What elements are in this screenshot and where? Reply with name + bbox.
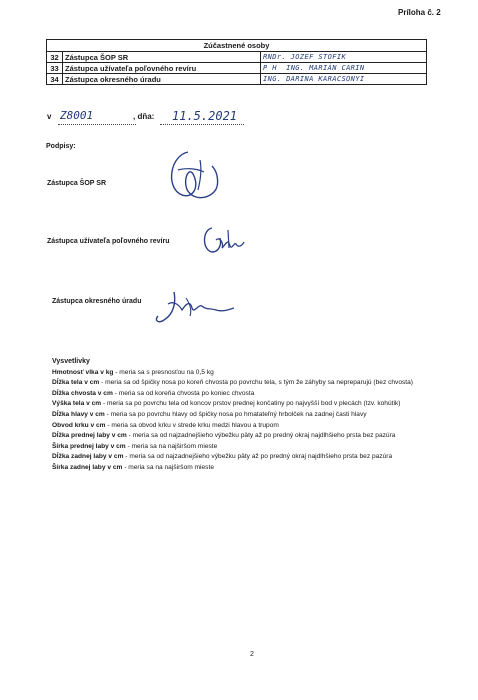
row-label: Zástupca ŠOP SR	[63, 52, 261, 63]
note-item	[52, 368, 462, 379]
place-value: Z8001	[60, 109, 94, 122]
table-row	[47, 52, 427, 63]
page-number: 2	[250, 651, 254, 658]
note-term: Hmotnosť vlka v kg	[52, 368, 114, 376]
attendees-table	[46, 39, 427, 85]
row-value: ING. DARINA KARACSONYI	[261, 74, 427, 85]
note-text: - meria sa s presnosťou na 0,5 kg	[113, 368, 214, 376]
attendees-header: Zúčastnené osoby	[47, 40, 427, 52]
note-text: - meria sa po povrchu hlavy od špičky nosa po hmatateľný hrbolček na zadnej časti hlavy	[104, 410, 367, 418]
note-term: Výška tela v cm	[52, 400, 102, 408]
note-item	[52, 452, 462, 463]
note-item	[52, 463, 462, 474]
user-signature	[198, 224, 254, 256]
note-term: Dĺžka prednej laby v cm	[52, 432, 127, 440]
row-label: Zástupca okresného úradu	[63, 74, 261, 85]
note-term: Obvod krku v cm	[52, 421, 106, 429]
note-item	[52, 410, 462, 421]
note-item	[52, 421, 462, 432]
note-term: Dĺžka zadnej laby v cm	[52, 453, 124, 461]
note-text: - meria sa od najzadnejšieho výbežku päty až po predný okraj najdlhšieho prsta bez pazúra	[123, 453, 393, 461]
note-text: - meria sa na najširšom mieste	[125, 442, 218, 450]
place-underline	[58, 124, 136, 125]
note-item	[52, 399, 462, 410]
note-text: - meria sa od koreňa chvosta po koniec chvosta	[112, 389, 255, 397]
note-item	[52, 431, 462, 442]
note-term: Dĺžka chvosta v cm	[52, 389, 113, 397]
note-term: Dĺžka hlavy v cm	[52, 410, 105, 418]
row-value	[261, 63, 427, 74]
row-mark: P H	[263, 64, 277, 72]
signatures-heading: Podpisy:	[46, 143, 76, 150]
row-number: 32	[47, 52, 63, 63]
note-item	[52, 442, 462, 453]
note-item	[52, 378, 462, 389]
row-number: 34	[47, 74, 63, 85]
note-text: - meria sa na najširšom mieste	[122, 463, 214, 471]
table-row	[47, 63, 427, 74]
row-label: Zástupca užívateľa poľovného revíru	[63, 63, 261, 74]
note-item	[52, 389, 462, 400]
annex-label: Príloha č. 2	[398, 8, 441, 17]
date-underline	[160, 124, 244, 125]
hunting-ground-user-label: Zástupca užívateľa poľovného revíru	[47, 238, 170, 245]
note-term: Šírka zadnej laby v cm	[52, 463, 123, 471]
row-value-text: ING. MARIÁN CARIN	[286, 64, 365, 72]
explanatory-notes	[52, 357, 462, 474]
note-text: - meria sa obvod krku v strede krku medzi hlavou a trupom	[105, 421, 279, 429]
sop-signature	[160, 146, 230, 208]
note-text: - meria sa od špičky nosa po koreň chvosta po povrchu tela, s tým že záhyby sa nepreparujú (bez chvosta)	[99, 379, 414, 387]
row-value: RNDr. JOZEF STOFIK	[261, 52, 427, 63]
sop-representative-label: Zástupca ŠOP SR	[47, 180, 107, 187]
note-text: - meria sa od najzadnejšieho výbežku päty až po predný okraj najdlhšieho prsta bez pazúra	[126, 432, 396, 440]
note-text: - meria sa po povrchu tela od koncov prstov prednej končatiny po najvyšší bod v plecách (tzv. kohútik)	[101, 400, 401, 408]
row-number: 33	[47, 63, 63, 74]
office-signature	[150, 286, 238, 330]
date-value: 11.5.2021	[172, 109, 238, 123]
date-label: , dňa:	[133, 112, 155, 121]
district-office-label: Zástupca okresného úradu	[52, 298, 142, 305]
note-term: Dĺžka tela v cm	[52, 379, 100, 387]
table-row	[47, 74, 427, 85]
note-term: Šírka prednej laby v cm	[52, 442, 126, 450]
notes-title: Vysvetlivky	[52, 358, 90, 365]
place-in-label: v	[47, 112, 52, 121]
